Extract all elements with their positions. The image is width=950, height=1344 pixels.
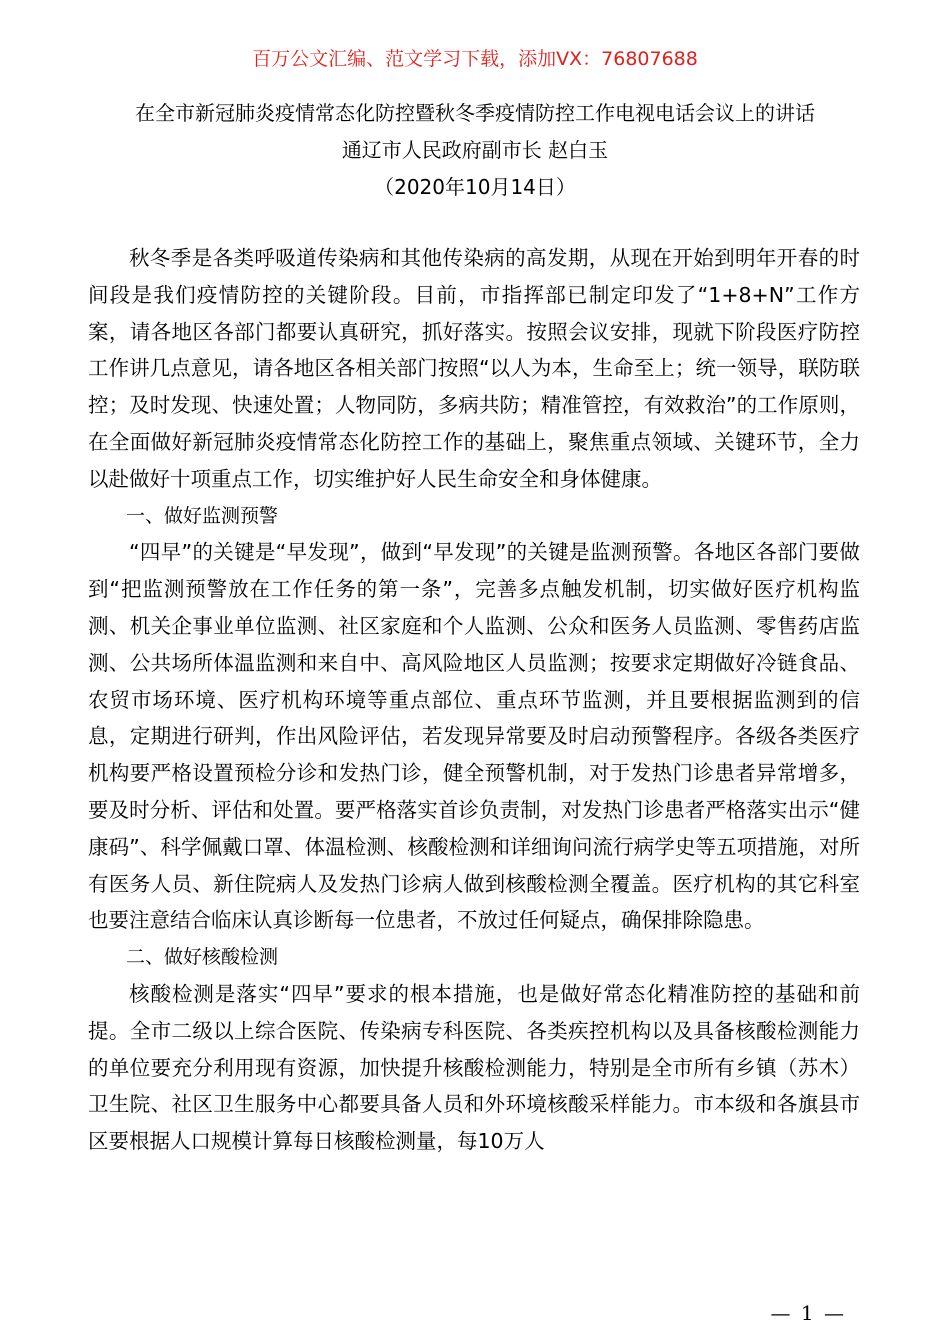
section-heading-1: 一、做好监测预警 bbox=[126, 504, 279, 527]
document-body bbox=[88, 240, 860, 1160]
paragraph-intro: 秋冬季是各类呼吸道传染病和其他传染病的高发期，从现在开始到明年开春的时间段是我们疫情防控的关键阶段。目前，市指挥部已制定印发了“1+8+N”工作方案，请各地区各部门都要认真研究，抓好落实。按照会议安排，现就下阶段医疗防控工作讲几点意见，请各地区各相关部门按照“以人为本，生命至上；统一领导，联防联控；及时发现、快速处置；人物同防，多病共防；精准管控，有效救治”的工作原则，在全面做好新冠肺炎疫情常态化防控工作的基础上，聚焦重点领域、关键环节，全力以赴做好十项重点工作，切实维护好人民生命安全和身体健康。 bbox=[88, 246, 860, 491]
date-line: （2020年10月14日） bbox=[374, 175, 576, 199]
section-heading-2: 二、做好核酸检测 bbox=[126, 946, 279, 969]
document-title: 在全市新冠肺炎疫情常态化防控暨秋冬季疫情防控工作电视电话会议上的讲话 bbox=[135, 101, 815, 125]
page-number: — 1 — bbox=[770, 1301, 846, 1325]
paragraph-monitoring: “四早”的关键是“早发现”，做到“早发现”的关键是监测预警。各地区各部门要做到“把监测预警放在工作任务的第一条”，完善多点触发机制，切实做好医疗机构监测、机关企事业单位监测、社区家庭和个人监测、公众和医务人员监测、零售药店监测、公共场所体温监测和来自中、高风险地区人员监测；按要求定期做好冷链食品、农贸市场环境、医疗机构环境等重点部位、重点环节监测，并且要根据监测到的信息，定期进行研判，作出风险评估，若发现异常要及时启动预警程序。各级各类医疗机构要严格设置预检分诊和发热门诊，健全预警机制，对于发热门诊患者异常增多，要及时分析、评估和处置。要严格落实首诊负责制，对发热门诊患者严格落实出示“健康码”、科学佩戴口罩、体温检测、核酸检测和详细询问流行病学史等五项措施，对所有医务人员、新住院病人及发热门诊病人做到核酸检测全覆盖。医疗机构的其它科室也要注意结合临床认真诊断每一位患者，不放过任何疑点，确保排除隐患。 bbox=[88, 540, 860, 933]
speaker-line: 通辽市人民政府副市长 赵白玉 bbox=[341, 138, 609, 162]
paragraph-nucleic-testing: 核酸检测是落实“四早”要求的根本措施，也是做好常态化精准防控的基础和前提。全市二级以上综合医院、传染病专科医院、各类疾控机构以及具备核酸检测能力的单位要充分利用现有资源，加快提升核酸检测能力，特别是全市所有乡镇（苏木）卫生院、社区卫生服务中心都要具备人员和外环境核酸采样能力。市本级和各旗县市区要根据人口规模计算每日核酸检测量，每10万人 bbox=[88, 981, 860, 1154]
watermark-banner: 百万公文汇编、范文学习下载，添加VX：76807688 bbox=[252, 48, 698, 70]
